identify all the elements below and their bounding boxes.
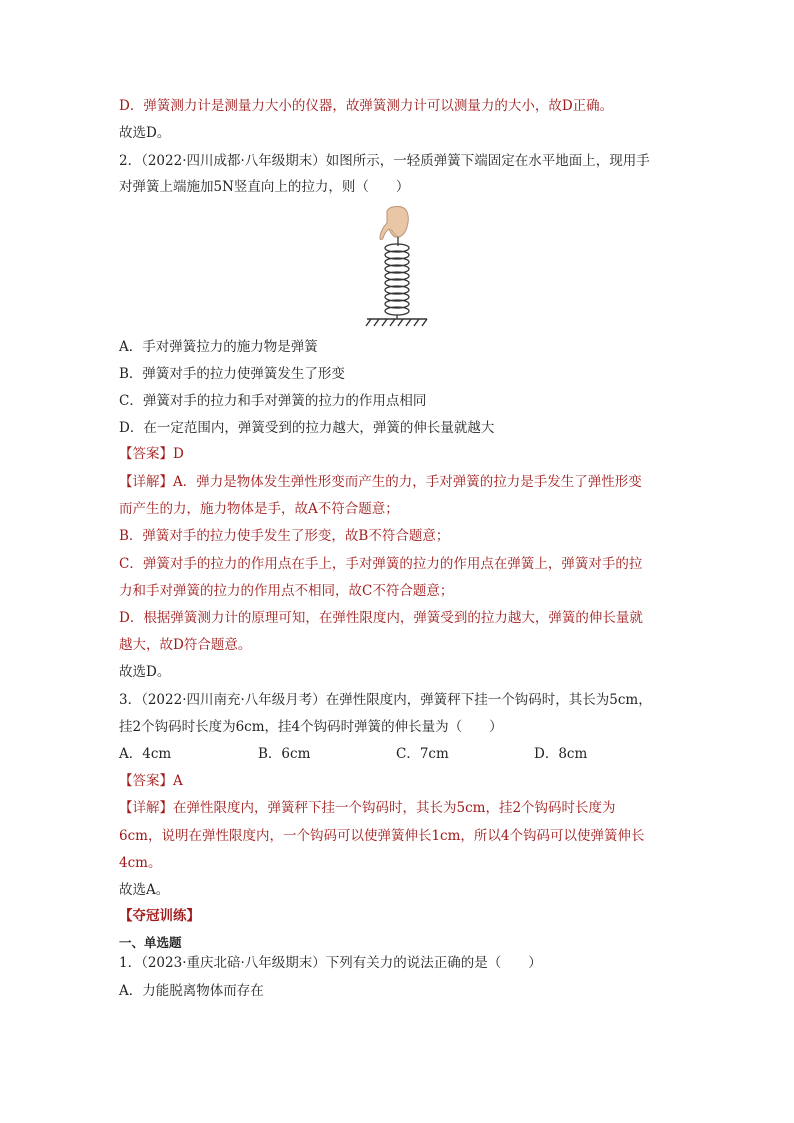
question-3-line: 3．（2022·四川南充·八年级月考）在弹性限度内，弹簧秤下挂一个钩码时，其长为5cm， — [119, 692, 652, 708]
explanation-line: 4cm。 — [119, 855, 162, 871]
q3-option-d: D．8cm — [534, 746, 588, 762]
explanation-line: 越大，故D符合题意。 — [119, 637, 252, 653]
text-line: D．弹簧测力计是测量力大小的仪器，故弹簧测力计可以测量力的大小，故D正确。 — [119, 98, 614, 114]
section-heading: 【夺冠训练】 — [119, 908, 200, 924]
subsection-heading: 一、单选题 — [119, 935, 182, 950]
q3-option-a: A．4cm — [119, 746, 172, 762]
explanation-line: 6cm，说明在弹性限度内，一个钩码可以使弹簧伸长1cm，所以4个钩码可以使弹簧伸长 — [119, 828, 645, 844]
explanation-line: 力和手对弹簧的拉力的作用点不相同，故C不符合题意； — [119, 583, 454, 599]
text-line: 故选A。 — [119, 882, 170, 898]
hand-icon — [380, 207, 408, 240]
explanation-line: 【详解】A．弹力是物体发生弹性形变而产生的力，手对弹簧的拉力是手发生了弹性形变 — [119, 474, 642, 490]
question-2-line: 对弹簧上端施加5N竖直向上的拉力，则（ ） — [119, 179, 410, 195]
option-a: A．手对弹簧拉力的施力物是弹簧 — [119, 339, 318, 355]
text-line: 故选D。 — [119, 125, 171, 141]
option-d: D．在一定范围内，弹簧受到的拉力越大，弹簧的伸长量就越大 — [119, 420, 495, 436]
question-1-line: 1．（2023·重庆北碚·八年级期末）下列有关力的说法正确的是（ ） — [119, 955, 542, 971]
option-b: B．弹簧对手的拉力使弹簧发生了形变 — [119, 366, 345, 382]
explanation-line: B．弹簧对手的拉力使手发生了形变，故B不符合题意； — [119, 528, 450, 544]
explanation-line: 【详解】在弹性限度内，弹簧秤下挂一个钩码时，其长为5cm，挂2个钩码时长度为 — [119, 800, 616, 816]
question-3-line: 挂2个钩码时长度为6cm，挂4个钩码时弹簧的伸长量为（ ） — [119, 719, 503, 735]
option-c: C．弹簧对手的拉力和手对弹簧的拉力的作用点相同 — [119, 393, 427, 409]
option-a: A．力能脱离物体而存在 — [119, 983, 264, 999]
spring-icon — [385, 237, 409, 319]
ground-icon — [366, 319, 427, 326]
question-2-line: 2．（2022·四川成都·八年级期末）如图所示，一轻质弹簧下端固定在水平地面上，现用手 — [119, 153, 650, 169]
text-line: 故选D。 — [119, 664, 171, 680]
answer-label: 【答案】D — [119, 446, 184, 462]
answer-label: 【答案】A — [119, 773, 183, 789]
spring-hand-figure — [365, 205, 429, 327]
explanation-line: C．弹簧对手的拉力的作用点在手上，手对弹簧的拉力的作用点在弹簧上，弹簧对手的拉 — [119, 556, 643, 572]
q3-option-b: B．6cm — [258, 746, 311, 762]
explanation-line: D．根据弹簧测力计的原理可知，在弹性限度内，弹簧受到的拉力越大，弹簧的伸长量就 — [119, 610, 643, 626]
q3-option-c: C．7cm — [396, 746, 449, 762]
explanation-line: 而产生的力，施力物体是手，故A不符合题意； — [119, 501, 399, 517]
